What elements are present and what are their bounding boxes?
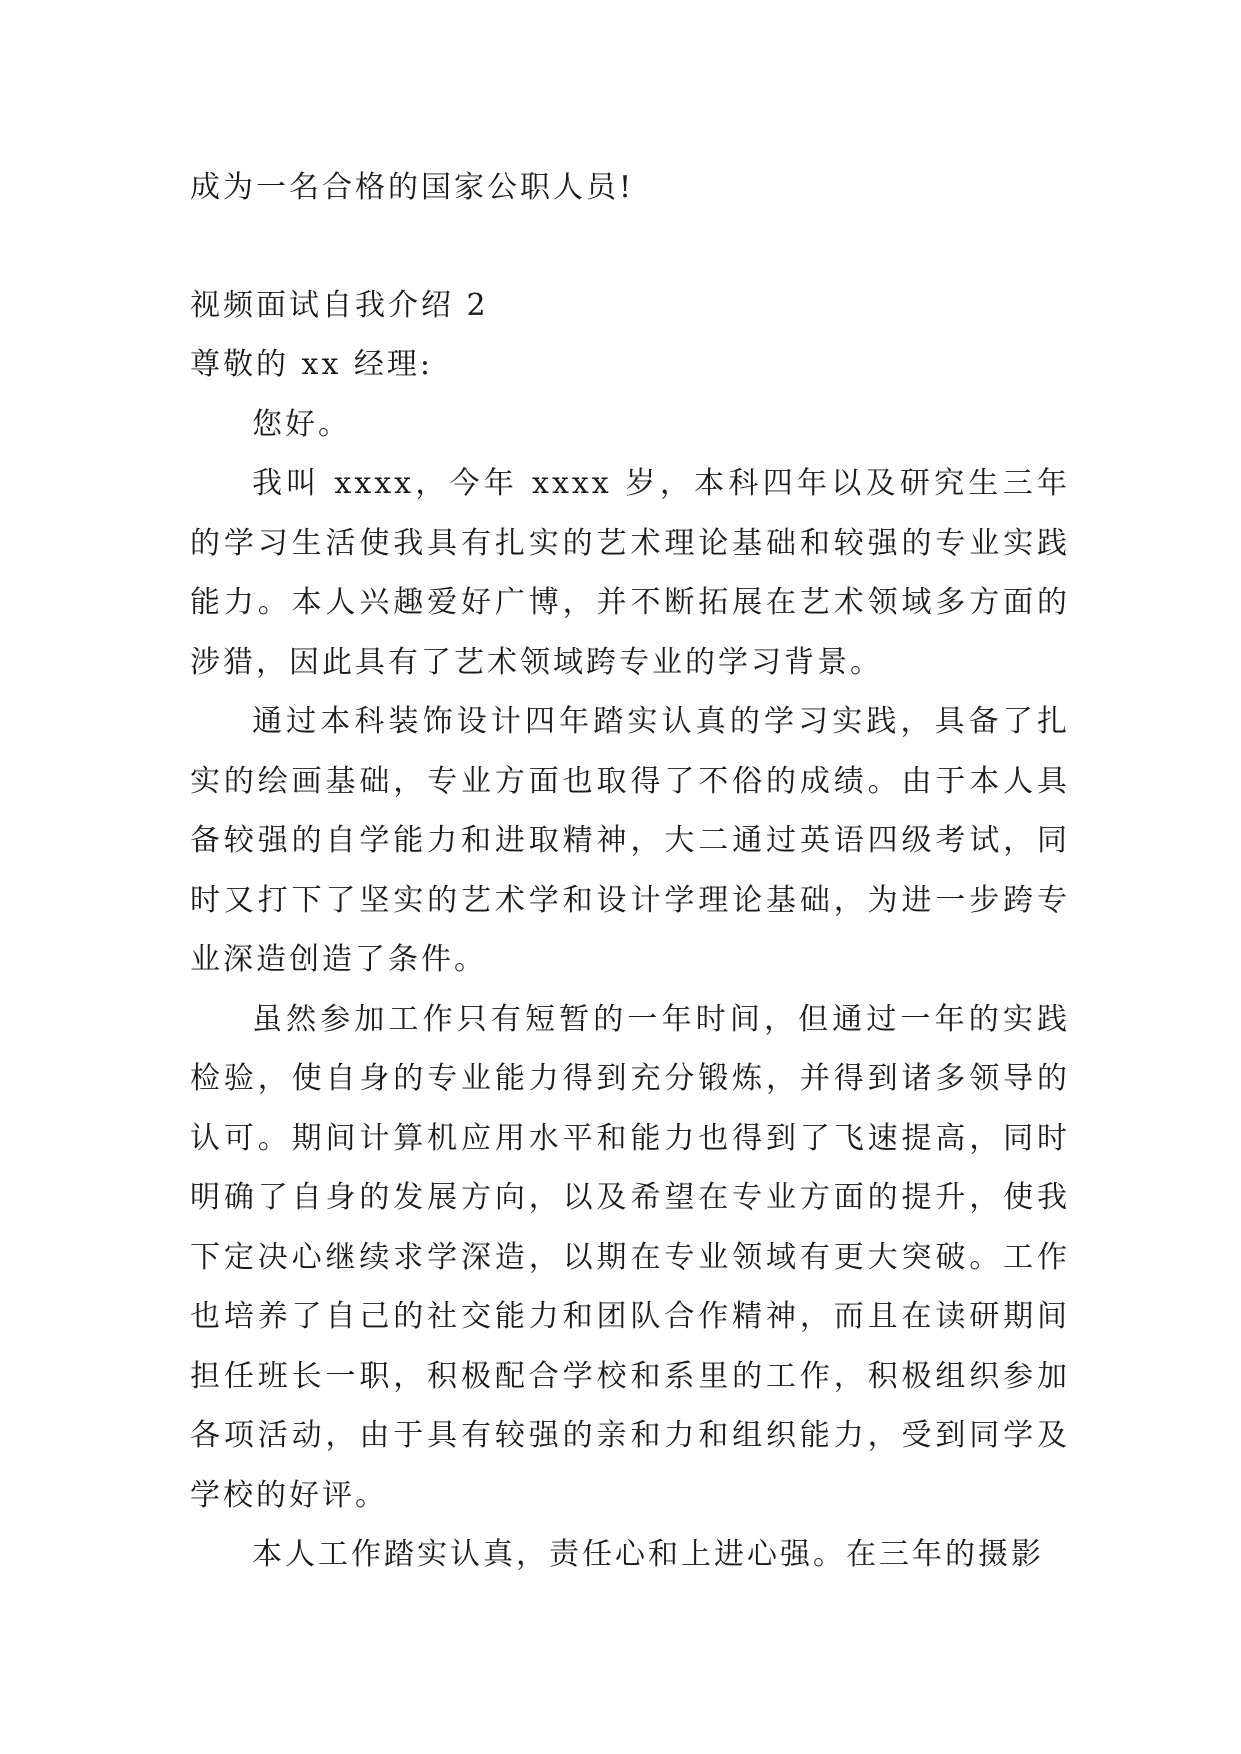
closing-line: 成为一名合格的国家公职人员! — [190, 170, 635, 205]
greeting: 您好。 — [252, 406, 351, 442]
paragraph-work-experience: 虽然参加工作只有短暂的一年时间，但通过一年的实践检验，使自身的专业能力得到充分锻炼，并得到诸多领导的认可。期间计算机应用水平和能力也得到了飞速提高，同时明确了自身的发展方向，以及希望在专业方面的提升，使我下定决心继续求学深造，以期在专业领域有更大突破。工作也培养了自己的社交能力和团队合作精神，而且在读研期间担任班长一职，积极配合学校和系里的工作，积极组织参加各项活动，由于具有较强的亲和力和组织能力，受到同学及学校的好评。 — [190, 1001, 1070, 1513]
salutation: 尊敬的 xx 经理: — [190, 347, 434, 382]
paragraph-attitude: 本人工作踏实认真，责任心和上进心强。在三年的摄影 — [252, 1537, 1044, 1572]
paragraph-intro: 我叫 xxxx，今年 xxxx 岁，本科四年以及研究生三年的学习生活使我具有扎实的艺术理论基础和较强的专业实践能力。本人兴趣爱好广博，并不断拓展在艺术领域多方面的涉猎，因此具有了艺术领域跨专业的学习背景。 — [190, 466, 1070, 680]
document-body — [190, 158, 1070, 1585]
paragraph-undergraduate: 通过本科装饰设计四年踏实认真的学习实践，具备了扎实的绘画基础，专业方面也取得了不俗的成绩。由于本人具备较强的自学能力和进取精神，大二通过英语四级考试，同时又打下了坚实的艺术学和设计学理论基础，为进一步跨专业深造创造了条件。 — [190, 704, 1070, 977]
section-title: 视频面试自我介绍 2 — [190, 287, 489, 323]
